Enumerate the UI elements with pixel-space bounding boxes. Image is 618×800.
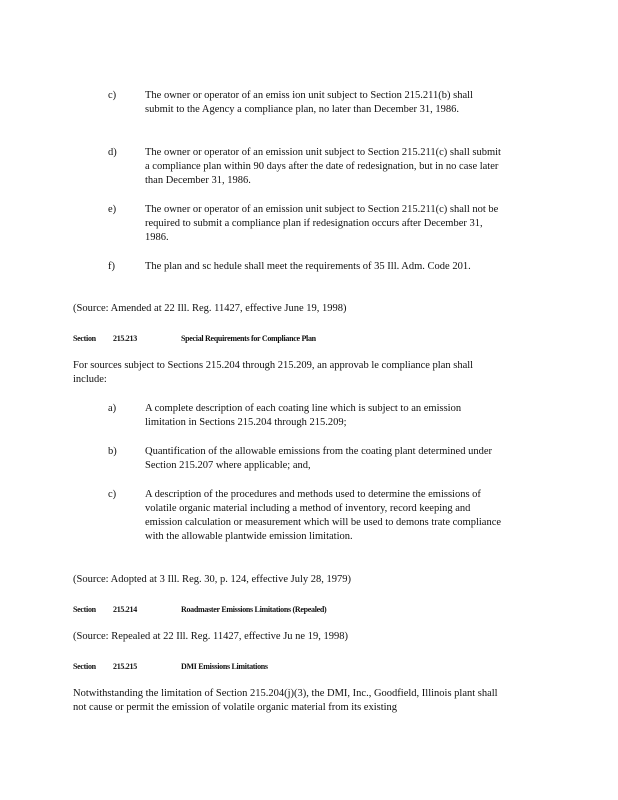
item-label: f) (108, 261, 115, 272)
item-text: The owner or operator of an emiss ion unit subject to Section 215.211(b) shall submit to the Agency a compliance plan, no later than December 31, 1986. (145, 90, 473, 115)
item-label: d) (108, 147, 117, 158)
source-note: (Source: Amended at 22 Ill. Reg. 11427, effective June 19, 1998) (73, 303, 347, 314)
section-word: Section (73, 662, 96, 671)
section-title: Special Requirements for Compliance Plan (181, 334, 316, 343)
item-label: c) (108, 90, 117, 101)
item-text: A description of the procedures and methods used to determine the emissions of volatile organic material including a method of inventory, record keeping and emission calculation or measurement which will be used to demons trate compliance with the allowable plantwide emission limitation. (145, 489, 502, 542)
item-text: Quantification of the allowable emissions from the coating plant determined under Section 215.207 where applicable; and, (145, 446, 492, 471)
source-note: (Source: Repealed at 22 Ill. Reg. 11427, effective Ju ne 19, 1998) (73, 631, 348, 642)
section-number: 215.213 (113, 334, 137, 343)
section-number: 215.215 (113, 662, 137, 671)
section-word: Section (73, 334, 96, 343)
source-note: (Source: Adopted at 3 Ill. Reg. 30, p. 124, effective July 28, 1979) (73, 574, 352, 585)
section-heading (73, 334, 508, 343)
item-text: The plan and sc hedule shall meet the requirements of 35 Ill. Adm. Code 201. (145, 261, 471, 272)
item-label: e) (108, 204, 117, 215)
section-word: Section (73, 605, 96, 614)
item-text: A complete description of each coating line which is subject to an emission limitation in Sections 215.204 through 215.209; (145, 403, 462, 428)
item-text: The owner or operator of an emission unit subject to Section 215.211(c) shall not be required to submit a compliance plan if redesignation occurs after December 31, 1986. (145, 204, 499, 243)
section-title: DMI Emissions Limitations (181, 662, 268, 671)
item-text: The owner or operator of an emission unit subject to Section 215.211(c) shall submit a compliance plan within 90 days after the date of redesignation, but in no case later than December 31, 1986. (145, 147, 501, 186)
section-heading (73, 605, 508, 614)
section-heading (73, 662, 508, 671)
section-intro: Notwithstanding the limitation of Section 215.204(j)(3), the DMI, Inc., Goodfield, Illinois plant shall not cause or permit the emission of volatile organic material from its existing (73, 688, 498, 713)
section-intro: For sources subject to Sections 215.204 through 215.209, an approvab le compliance plan shall include: (73, 360, 474, 385)
item-label: c) (108, 489, 117, 500)
item-label: b) (108, 446, 117, 457)
section-title: Roadmaster Emissions Limitations (Repealed) (181, 605, 327, 614)
section-number: 215.214 (113, 605, 137, 614)
item-label: a) (108, 403, 117, 414)
